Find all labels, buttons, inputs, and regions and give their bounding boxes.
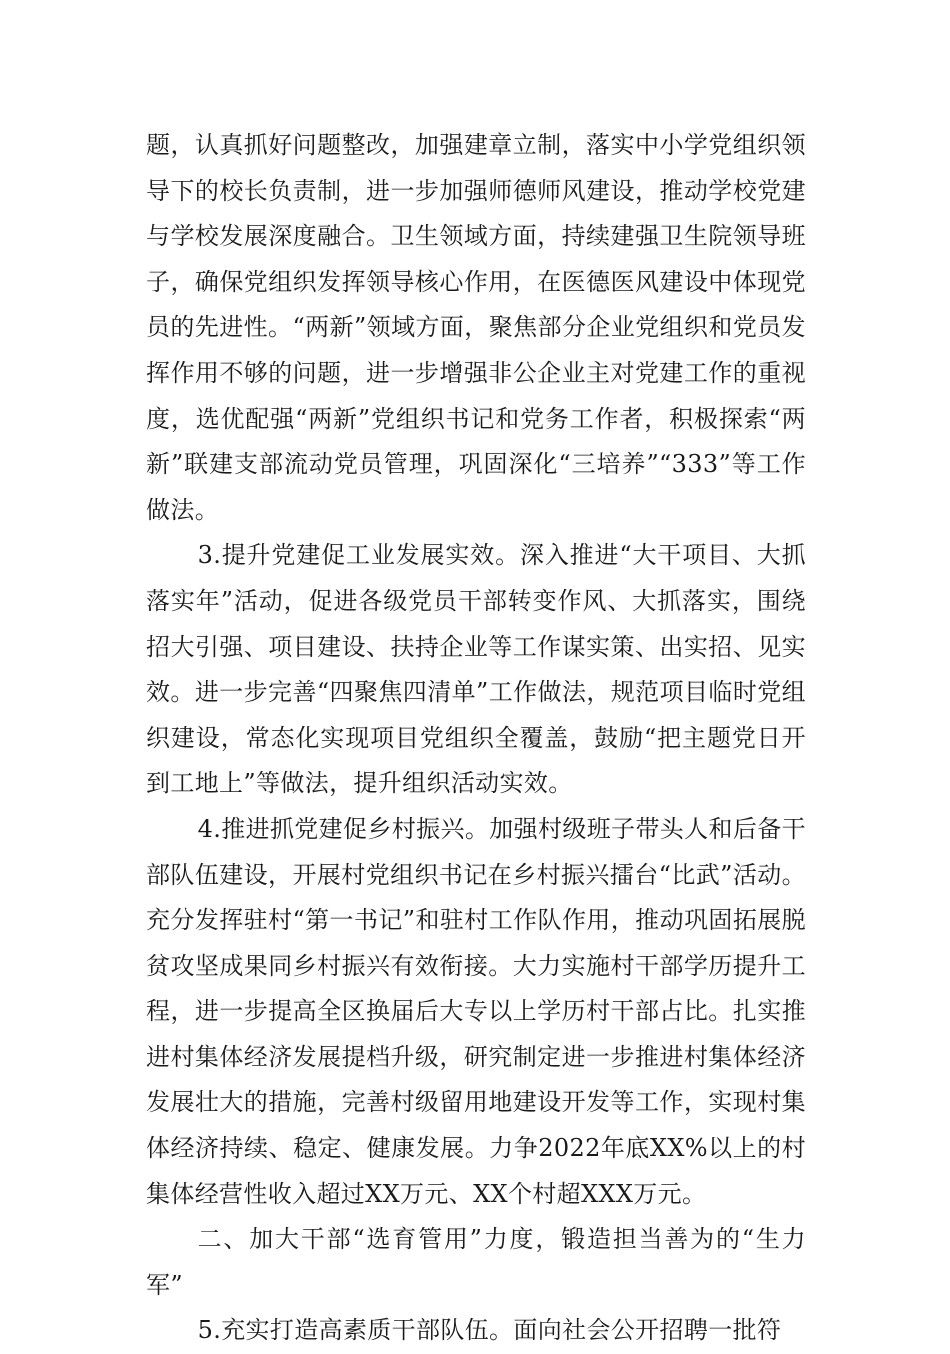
paragraph-item-4: 4.推进抓党建促乡村振兴。加强村级班子带头人和后备干部队伍建设，开展村党组织书记在乡村振兴擂台“比武”活动。充分发挥驻村“第一书记”和驻村工作队作用，推动巩固拓展脱贫攻坚成果同乡村振兴有效衔接。大力实施村干部学历提升工程，进一步提高全区换届后大专以上学历村干部占比。扎实推进村集体经济发展提档升级，研究制定进一步推进村集体经济发展壮大的措施，完善村级留用地建设开发等工作，实现村集体经济持续、稳定、健康发展。力争2022年底XX%以上的村集体经营性收入超过XX万元、XX个村超XXX万元。 [146,814,806,1208]
document-body [146,123,806,1354]
paragraph-item-5: 5.充实打造高素质干部队伍。面向社会公开招聘一批符 [197,1316,782,1345]
paragraph-item-3: 3.提升党建促工业发展实效。深入推进“大干项目、大抓落实年”活动，促进各级党员干部转变作风、大抓落实，围绕招大引强、项目建设、扶持企业等工作谋实策、出实招、见实效。进一步完善“四聚焦四清单”工作做法，规范项目临时党组织建设，常态化实现项目党组织全覆盖，鼓励“把主题党日开到工地上”等做法，提升组织活动实效。 [146,541,806,798]
paragraph-continuation: 题，认真抓好问题整改，加强建章立制，落实中小学党组织领导下的校长负责制，进一步加强师德师风建设，推动学校党建与学校发展深度融合。卫生领域方面，持续建强卫生院领导班子，确保党组织发挥领导核心作用，在医德医风建设中体现党员的先进性。“两新”领域方面，聚焦部分企业党组织和党员发挥作用不够的问题，进一步增强非公企业主对党建工作的重视度，选优配强“两新”党组织书记和党务工作者，积极探索“两新”联建支部流动党员管理，巩固深化“三培养”“333”等工作做法。 [146,131,806,524]
section-heading-2: 二、加大干部“选育管用”力度，锻造担当善为的“生力军” [146,1225,806,1299]
